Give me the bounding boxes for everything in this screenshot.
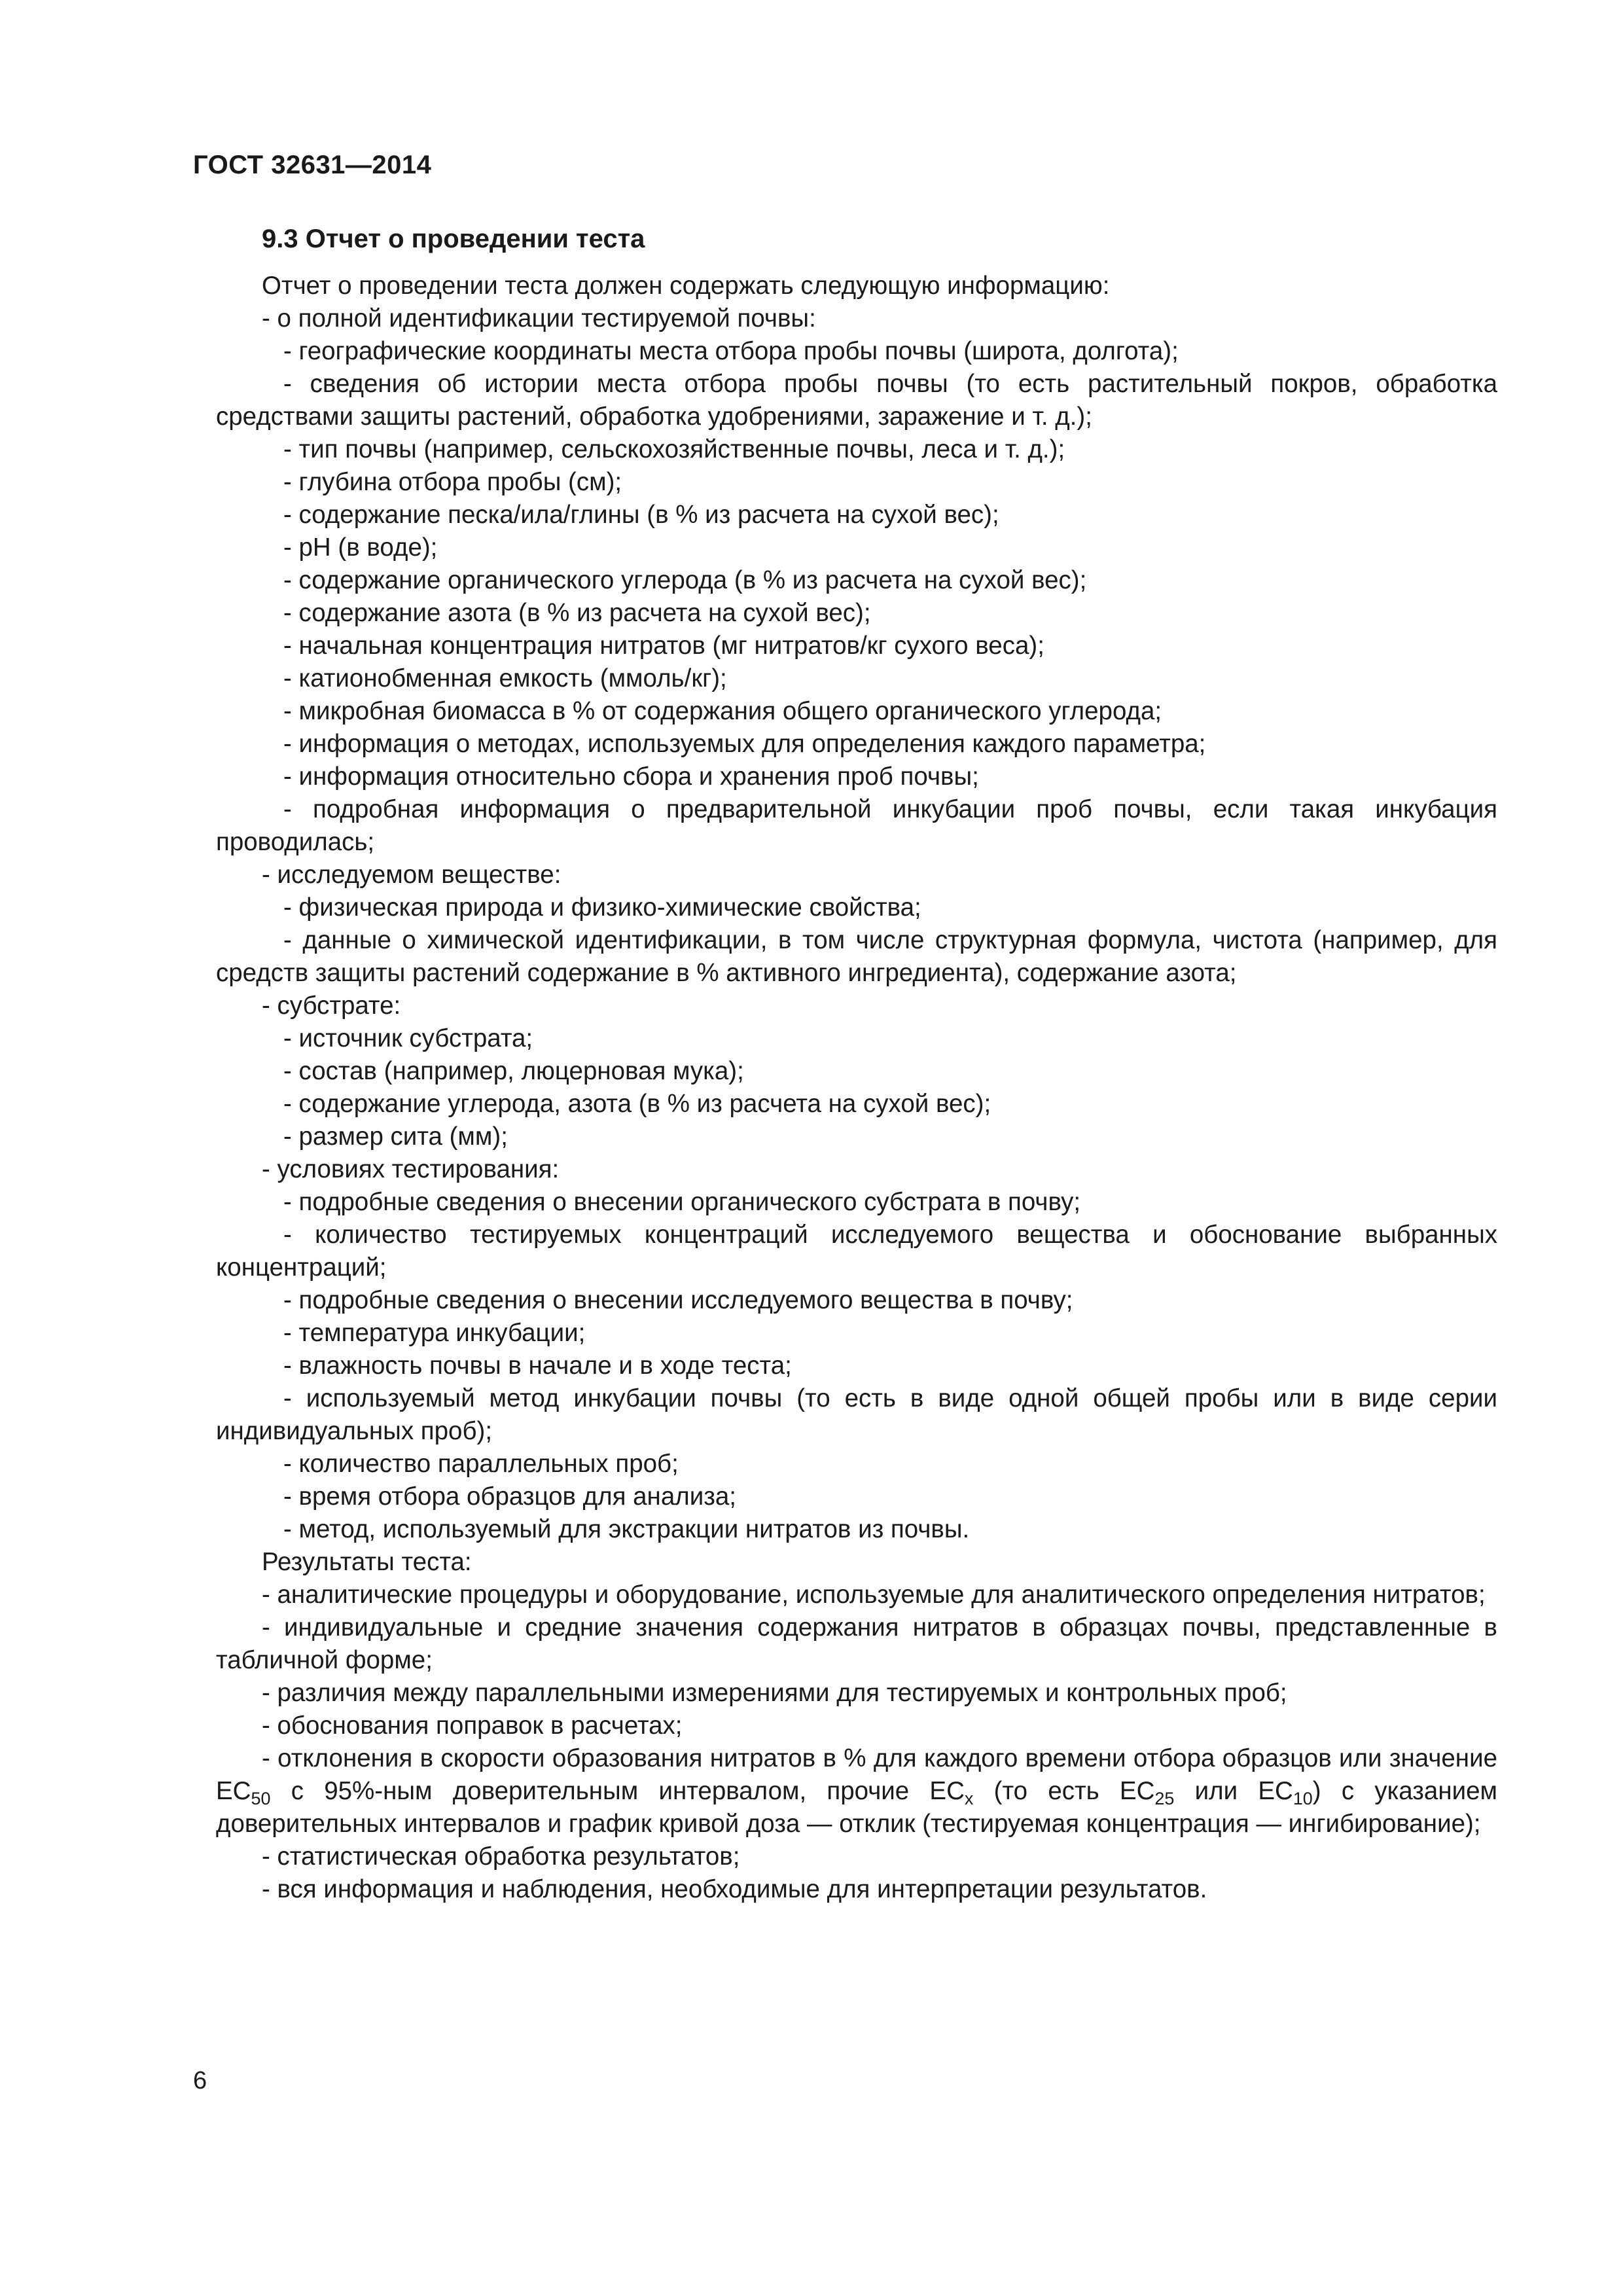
ec-text-2: с 95%-ным доверительным интервалом, прочие EC [270,1777,965,1805]
list-paragraph: - индивидуальные и средние значения содержания нитратов в образцах почвы, представленные в табличной форме; [216,1613,1497,1674]
list-paragraph: Отчет о проведении теста должен содержать следующую информацию: [262,272,1110,300]
list-paragraph: Результаты теста: [262,1548,472,1576]
list-paragraph: - содержание песка/ила/глины (в % из расчета на сухой вес); [283,501,999,529]
list-paragraph: - информация о методах, используемых для определения каждого параметра; [283,730,1206,758]
list-paragraph: - влажность почвы в начале и в ходе теста; [283,1352,792,1380]
list-paragraph: - различия между параллельными измерениями для тестируемых и контрольных проб; [262,1679,1287,1707]
list-paragraph: - информация относительно сбора и хранения проб почвы; [283,762,979,791]
ec-sub-10: 10 [1293,1789,1313,1809]
list-paragraph: - данные о химической идентификации, в том числе структурная формула, чистота (например, для средств защиты растений содержание в % активного ингредиента), содержание азота; [216,926,1497,987]
list-paragraph: - подробная информация о предварительной инкубации проб почвы, если такая инкубация проводилась; [216,795,1497,856]
list-paragraph: - время отбора образцов для анализа; [283,1482,736,1511]
list-paragraph: - подробные сведения о внесении органического субстрата в почву; [283,1188,1081,1216]
list-paragraph: - исследуемом веществе: [262,861,562,889]
list-paragraph: - микробная биомасса в % от содержания общего органического углерода; [283,697,1162,725]
list-paragraph: - субстрате: [262,992,401,1020]
paragraph-list [216,270,1497,1742]
closing-paragraph: - вся информация и наблюдения, необходимые для интерпретации результатов. [262,1875,1207,1903]
list-paragraph: - глубина отбора пробы (см); [283,468,622,496]
list-paragraph: - сведения об истории места отбора пробы почвы (то есть растительный покров, обработка средствами защиты растений, обработка удобрениями, заражение и т. д.); [216,370,1497,431]
list-paragraph: - используемый метод инкубации почвы (то есть в виде одной общей пробы или в виде серии индивидуальных проб); [216,1384,1497,1445]
list-paragraph: - метод, используемый для экстракции нитратов из почвы. [283,1515,970,1543]
list-paragraph: - температура инкубации; [283,1319,586,1347]
list-paragraph: - аналитические процедуры и оборудование, используемые для аналитического определения нитратов; [262,1581,1486,1609]
list-paragraph: - содержание углерода, азота (в % из расчета на сухой вес); [283,1090,991,1118]
list-paragraph: - начальная концентрация нитратов (мг нитратов/кг сухого веса); [283,632,1044,660]
closing-paragraph-list [216,1840,1497,1906]
list-paragraph: - обоснования поправок в расчетах; [262,1712,683,1740]
ec-text-1: - отклонения в скорости образования нитратов в % для каждого времени отбора образцов или значение EC [216,1744,1497,1805]
list-paragraph: - географические координаты места отбора пробы почвы (широта, долгота); [283,337,1179,365]
list-paragraph: - тип почвы (например, сельскохозяйственные почвы, леса и т. д.); [283,435,1065,463]
paragraph-ec-values [216,1742,1497,1840]
list-paragraph: - pH (в воде); [283,533,438,562]
list-paragraph: - содержание органического углерода (в % из расчета на сухой вес); [283,566,1087,594]
body-text [216,270,1497,1906]
closing-paragraph: - статистическая обработка результатов; [262,1842,740,1871]
list-paragraph: - размер сита (мм); [283,1122,508,1151]
list-paragraph: - содержание азота (в % из расчета на сухой вес); [283,599,871,627]
list-paragraph: - о полной идентификации тестируемой почвы: [262,304,816,332]
list-paragraph: - условиях тестирования: [262,1155,560,1183]
ec-sub-x: x [964,1789,974,1809]
list-paragraph: - источник субстрата; [283,1024,533,1052]
page-number: 6 [193,2067,207,2094]
list-paragraph: - подробные сведения о внесении исследуемого вещества в почву; [283,1286,1073,1314]
list-paragraph: - катионобменная емкость (ммоль/кг); [283,664,727,692]
ec-text-4: или EC [1174,1777,1293,1805]
standard-header: ГОСТ 32631—2014 [193,151,432,179]
ec-sub-25: 25 [1154,1789,1175,1809]
ec-text-3: (то есть EC [973,1777,1155,1805]
list-paragraph: - количество тестируемых концентраций исследуемого вещества и обоснование выбранных концентраций; [216,1221,1497,1282]
list-paragraph: - количество параллельных проб; [283,1450,679,1478]
ec-sub-50: 50 [251,1789,271,1809]
ec-text-5: ) с указанием доверительных интервалов и график кривой доза — отклик (тестируемая концентрация — ингибирование); [216,1777,1497,1838]
list-paragraph: - физическая природа и физико-химические свойства; [283,893,921,922]
section-title: 9.3 Отчет о проведении теста [262,224,645,253]
list-paragraph: - состав (например, люцерновая мука); [283,1057,744,1085]
